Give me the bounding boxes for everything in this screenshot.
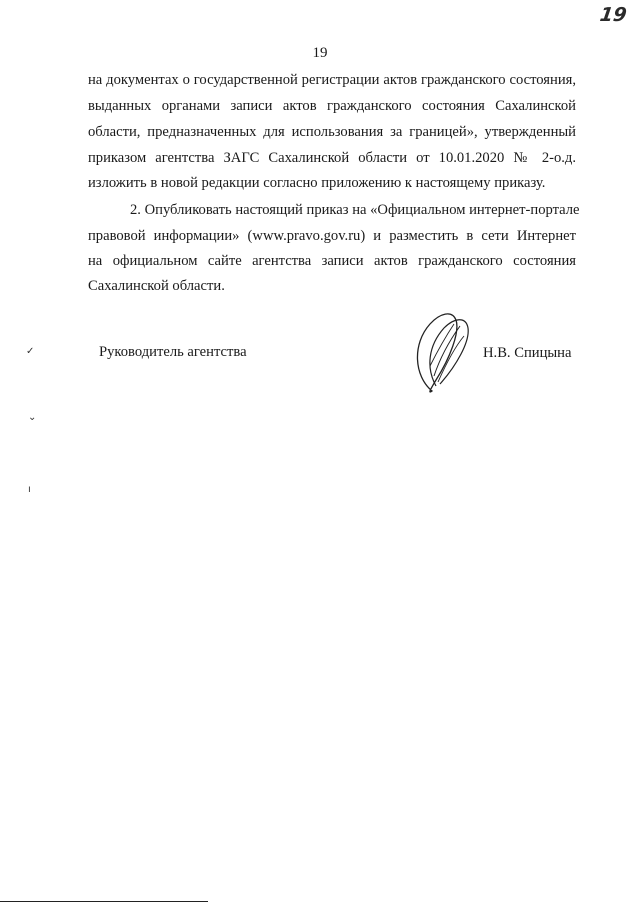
- paragraph-1-line-4: приказом агентства ЗАГС Сахалинской области от 10.01.2020 № 2-о.д.: [88, 150, 576, 166]
- paragraph-1-line-5: изложить в новой редакции согласно приложению к настоящему приказу.: [88, 175, 546, 191]
- paragraph-1-line-1: на документах о государственной регистрации актов гражданского состояния,: [88, 72, 576, 88]
- paragraph-1-line-3: области, предназначенных для использования за границей», утвержденный: [88, 124, 576, 140]
- paragraph-1-line-2: выданных органами записи актов гражданского состояния Сахалинской: [88, 98, 576, 114]
- paragraph-2-line-1: 2. Опубликовать настоящий приказ на «Официальном интернет-портале: [130, 202, 580, 218]
- scan-speck: ⌄: [28, 412, 37, 423]
- scan-speck: ı: [28, 484, 31, 495]
- signature-block: [0, 342, 640, 402]
- paragraph-2-line-2: правовой информации» (www.pravo.gov.ru) и разместить в сети Интернет: [88, 228, 576, 244]
- handwritten-signature-icon: [410, 306, 474, 396]
- scan-speck: ✓: [26, 346, 35, 357]
- handwritten-sheet-number: 19: [598, 4, 628, 26]
- page-number: 19: [312, 45, 328, 61]
- paragraph-2-line-3: на официальном сайте агентства записи актов гражданского состояния: [88, 253, 576, 269]
- footnote-rule: [0, 901, 208, 902]
- signatory-name: Н.В. Спицына: [483, 345, 572, 361]
- signatory-title: Руководитель агентства: [99, 344, 247, 360]
- paragraph-2-line-4: Сахалинской области.: [88, 278, 225, 294]
